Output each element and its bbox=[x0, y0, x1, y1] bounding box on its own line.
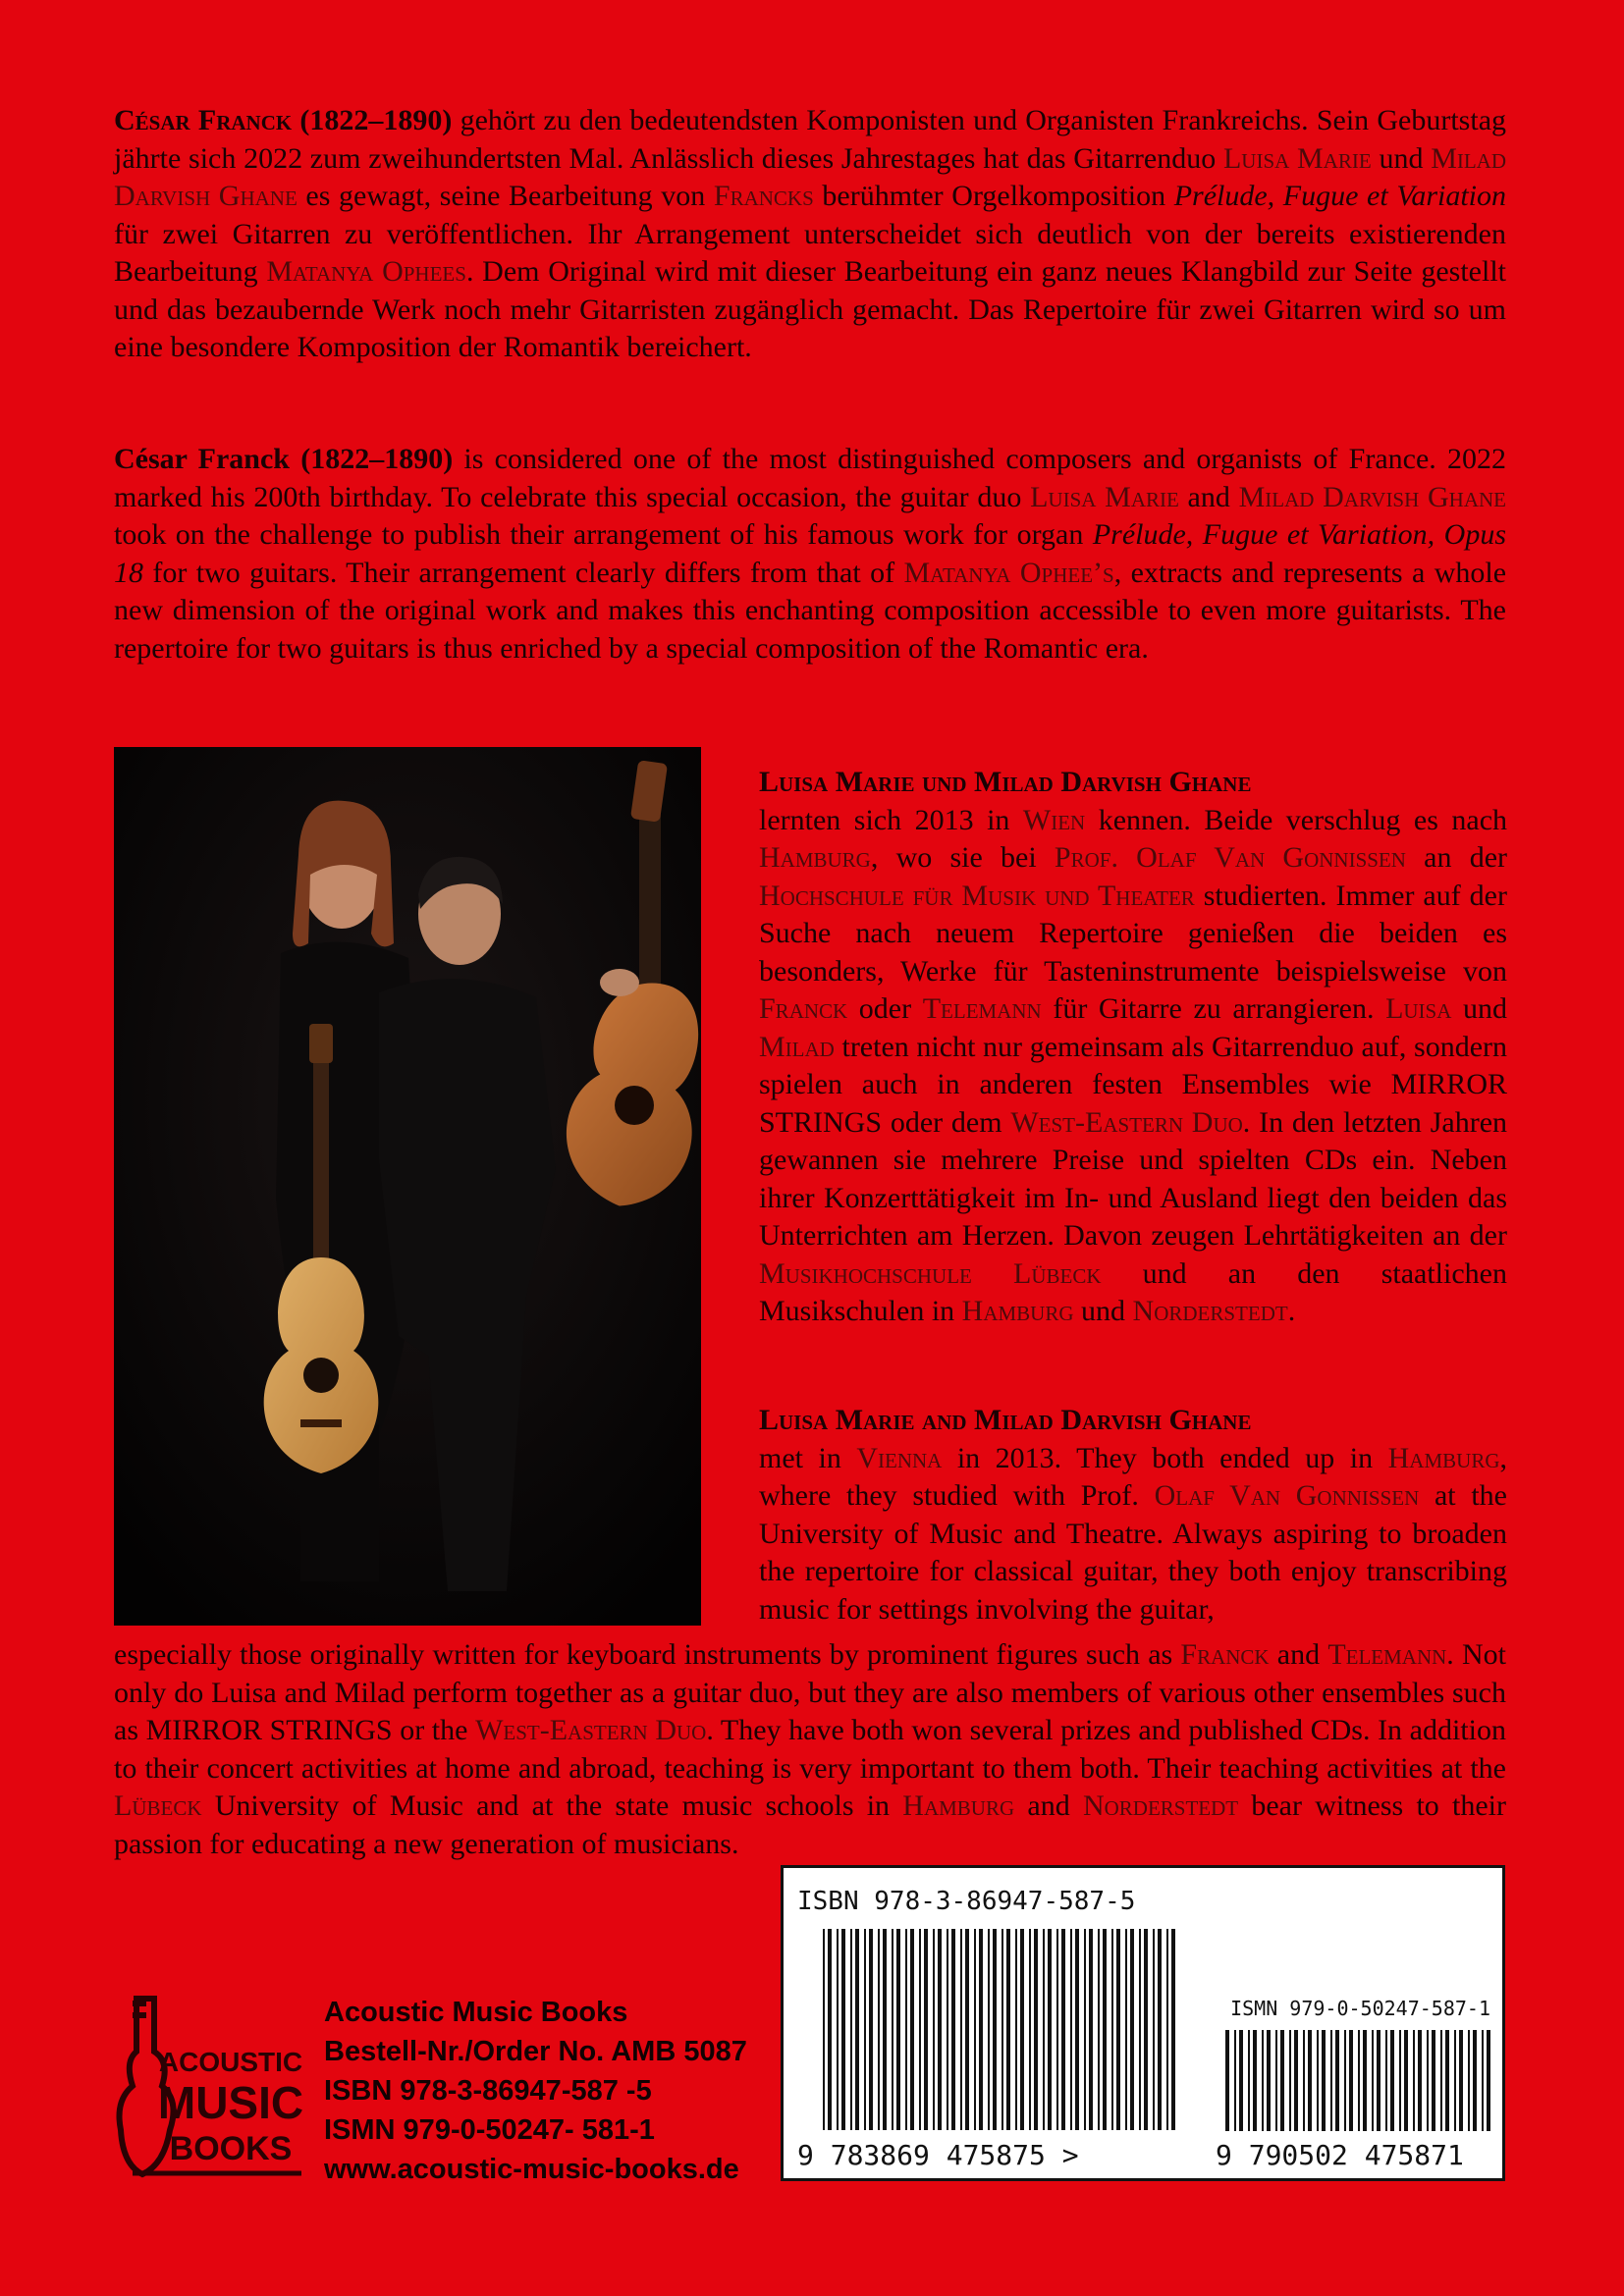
text: berühmter Orgelkomposition bbox=[813, 180, 1174, 212]
text: lernten sich 2013 in bbox=[759, 803, 1023, 836]
text: and bbox=[1178, 480, 1239, 513]
barcode-bar bbox=[1015, 1929, 1017, 2130]
barcode-bar bbox=[1130, 1929, 1134, 2130]
barcode-bar bbox=[1239, 2030, 1243, 2131]
ophee-ref: Matanya Ophees bbox=[266, 255, 466, 288]
franck-name-en: César Franck (1822–1890) bbox=[114, 443, 454, 475]
barcode-bar bbox=[905, 1929, 907, 2130]
franck-ref: Franck bbox=[1180, 1638, 1270, 1671]
school-luebeck: Musikhochschule Lübeck bbox=[759, 1256, 1102, 1290]
barcode-bar bbox=[1070, 1929, 1072, 2130]
barcode-bar bbox=[1034, 1929, 1038, 2130]
bio-heading-english: Luisa Marie and Milad Darvish Ghane bbox=[759, 1404, 1252, 1436]
barcode-bar bbox=[855, 1929, 859, 2130]
barcode-bar bbox=[1098, 1929, 1100, 2130]
barcode-bar bbox=[1294, 2030, 1298, 2131]
place-wien: Wien bbox=[1022, 803, 1086, 836]
barcode-bar bbox=[1139, 1929, 1141, 2130]
barcode-bar bbox=[1029, 1929, 1031, 2130]
text: für Gitarre zu arrangieren. bbox=[1041, 992, 1386, 1025]
barcode-bar bbox=[1006, 1929, 1010, 2130]
text: an der bbox=[1405, 841, 1507, 874]
text: at the University of Music and Theatre. Always aspiring to broaden the repertoire for classical guitar, they both enjoy transcribing music for settings involving the guitar, bbox=[759, 1479, 1507, 1626]
text: . They have both won several prizes and published CDs. In addition to their concert activities at home and abroad, teaching is very important to them both. Their teaching activities at the bbox=[114, 1714, 1506, 1785]
work-title: Prélude, Fugue et Variation, Opus 18 bbox=[114, 518, 1506, 589]
text: in 2013. They both ended up in bbox=[942, 1441, 1388, 1474]
publisher-logo bbox=[115, 1993, 306, 2184]
barcode-bar bbox=[910, 1929, 914, 2130]
isbn-text: ISBN 978-3-86947-587 -5 bbox=[324, 2075, 652, 2107]
barcode-bar bbox=[823, 1929, 825, 2130]
barcode-bar bbox=[974, 1929, 976, 2130]
franck-ref: Francks bbox=[713, 180, 814, 212]
barcode-bar bbox=[1473, 2030, 1477, 2131]
publisher-url: www.acoustic-music-books.de bbox=[324, 2154, 739, 2185]
logo-text-acoustic: ACOUSTIC bbox=[158, 2047, 303, 2077]
isbn-barcode-label: ISBN 978-3-86947-587-5 bbox=[797, 1887, 1136, 1916]
barcode-bar bbox=[1267, 2030, 1271, 2131]
text: and bbox=[1014, 1789, 1083, 1822]
barcode-graphics bbox=[784, 1868, 1502, 2178]
text: und an den staatlichen Musikschulen in bbox=[759, 1256, 1507, 1327]
text: for two guitars. Their arrangement clearly differs from that of bbox=[143, 556, 904, 589]
ismn-text: ISMN 979-0-50247- 581-1 bbox=[324, 2114, 655, 2146]
ismn-barcode-label: ISMN 979-0-50247-587-1 bbox=[1230, 1997, 1490, 2020]
publisher-info bbox=[324, 1993, 747, 2189]
barcode-bar bbox=[933, 1929, 935, 2130]
text: , where they studied with Prof. bbox=[759, 1441, 1507, 1512]
text: treten nicht nur gemeinsam als Gitarrenduo auf, sondern spielen auch in anderen festen Ensembles wie MIRROR STRINGS oder dem bbox=[759, 1030, 1507, 1139]
barcode-bar bbox=[1103, 1929, 1107, 2130]
work-title: Prélude, Fugue et Variation bbox=[1173, 180, 1507, 212]
bio-german bbox=[759, 764, 1507, 1331]
barcode-bar bbox=[979, 1929, 983, 2130]
text: took on the challenge to publish their arrangement of his famous work for organ bbox=[114, 518, 1093, 551]
text: especially those originally written for keyboard instruments by prominent figures such as bbox=[114, 1638, 1181, 1671]
ismn-barcode-digits: 9 790502 475871 bbox=[1216, 2139, 1464, 2171]
duo-name-milad: Milad Darvish Ghane bbox=[114, 141, 1507, 212]
west-eastern-duo: West-Eastern Duo bbox=[475, 1714, 707, 1746]
isbn-barcode-bars bbox=[823, 1929, 1175, 2130]
text: . Dem Original wird mit dieser Bearbeitung ein ganz neues Klangbild zur Seite gestellt und das bezaubernde Werk noch mehr Gitarristen zugänglich gemacht. Das Repertoire für zwei Gitarren wird so um eine besondere Komposition der Romantik bereichert. bbox=[114, 255, 1506, 363]
west-eastern-duo: West-Eastern Duo bbox=[1010, 1105, 1243, 1139]
barcode-bar bbox=[1372, 2030, 1374, 2131]
barcode-bar bbox=[1225, 2030, 1229, 2131]
barcode-bar bbox=[1089, 1929, 1093, 2130]
barcode-bar bbox=[1280, 2030, 1284, 2131]
place-hamburg: Hamburg bbox=[1387, 1441, 1500, 1474]
duo-name-luisa: Luisa Marie bbox=[1222, 141, 1372, 175]
barcode-bar bbox=[1418, 2030, 1422, 2131]
barcode-bar bbox=[1275, 2030, 1277, 2131]
barcode-bar bbox=[1056, 1929, 1058, 2130]
barcode-bar bbox=[1459, 2030, 1463, 2131]
text: met in bbox=[759, 1441, 857, 1474]
bio-english bbox=[759, 1402, 1507, 1629]
barcode-bar bbox=[1432, 2030, 1435, 2131]
luisa-ref: Luisa bbox=[1385, 992, 1452, 1025]
text: . Not only do Luisa and Milad perform together as a guitar duo, but they are also members of various other ensembles such as MIRROR STRINGS or the bbox=[114, 1638, 1506, 1746]
barcode-bar bbox=[947, 1929, 948, 2130]
text: und bbox=[1371, 141, 1432, 175]
barcode-bar bbox=[1125, 1929, 1127, 2130]
barcode-bar bbox=[837, 1929, 839, 2130]
text: bear witness to their passion for educating a new generation of musicians. bbox=[114, 1789, 1506, 1860]
barcode-bar bbox=[828, 1929, 832, 2130]
barcode-bar bbox=[1399, 2030, 1401, 2131]
duo-name-milad: Milad Darvish Ghane bbox=[1238, 480, 1506, 513]
telemann-ref: Telemann bbox=[922, 992, 1042, 1025]
barcode-bar bbox=[1303, 2030, 1305, 2131]
barcode-bar bbox=[1487, 2030, 1490, 2131]
text: oder bbox=[847, 992, 923, 1025]
telemann-ref: Telemann bbox=[1327, 1638, 1447, 1671]
barcode-bar bbox=[1289, 2030, 1291, 2131]
barcode-bar bbox=[1171, 1929, 1175, 2130]
milad-ref: Milad bbox=[759, 1030, 835, 1063]
barcode-bar bbox=[1043, 1929, 1045, 2130]
text: kennen. Beide verschlug es nach bbox=[1085, 803, 1508, 836]
text: studierten. Immer auf der Suche nach neuem Repertoire genießen die beiden es besonders, Werke für Tasteninstrumente beispielsweise von bbox=[759, 879, 1507, 988]
barcode-bar bbox=[1048, 1929, 1052, 2130]
barcode-bar bbox=[1330, 2030, 1332, 2131]
barcode-bar bbox=[1427, 2030, 1429, 2131]
barcode-bar bbox=[1262, 2030, 1264, 2131]
barcode-bar bbox=[896, 1929, 900, 2130]
text: , extracts and represents a whole new dimension of the original work and makes this enchanting composition accessible to even more guitarists. The repertoire for two guitars is thus enriched by a special composition of the Romantic era. bbox=[114, 556, 1507, 665]
barcode-bar bbox=[1001, 1929, 1003, 2130]
text: , wo sie bei bbox=[870, 841, 1055, 874]
order-number: Bestell-Nr./Order No. AMB 5087 bbox=[324, 2036, 747, 2067]
barcode-bar bbox=[1322, 2030, 1326, 2131]
school-name: Hochschule für Musik und Theater bbox=[759, 879, 1195, 912]
barcode-bar bbox=[878, 1929, 880, 2130]
barcode-bar bbox=[938, 1929, 942, 2130]
barcode-bar bbox=[1454, 2030, 1456, 2131]
text: and bbox=[1269, 1638, 1328, 1671]
barcode-bar bbox=[869, 1929, 873, 2130]
barcode-bar bbox=[1349, 2030, 1353, 2131]
bio-heading-german: Luisa Marie und Milad Darvish Ghane bbox=[759, 766, 1252, 798]
barcode-bar bbox=[1248, 2030, 1250, 2131]
intro-english bbox=[114, 441, 1506, 667]
barcode-bar bbox=[883, 1929, 887, 2130]
barcode-bar bbox=[1158, 1929, 1162, 2130]
barcode-bar bbox=[1308, 2030, 1312, 2131]
duo-photo bbox=[114, 747, 701, 1626]
duo-photo-illustration bbox=[114, 747, 701, 1626]
barcode-bar bbox=[1084, 1929, 1086, 2130]
barcode-bar bbox=[965, 1929, 969, 2130]
barcode-bar bbox=[1153, 1929, 1155, 2130]
barcode-bar bbox=[1404, 2030, 1408, 2131]
barcode-bar bbox=[1020, 1929, 1024, 2130]
barcode-bar bbox=[1111, 1929, 1113, 2130]
bio-english-continued bbox=[114, 1636, 1506, 1863]
barcode-bar bbox=[1440, 2030, 1442, 2131]
place-hamburg: Hamburg bbox=[902, 1789, 1015, 1822]
franck-name: César Franck bbox=[114, 104, 293, 136]
barcode-bar bbox=[1468, 2030, 1470, 2131]
barcode-bar bbox=[1075, 1929, 1079, 2130]
barcode-bar bbox=[1116, 1929, 1120, 2130]
teacher-name: Olaf Van Gonnissen bbox=[1154, 1479, 1420, 1512]
text: is considered one of the most distinguished composers and organists of France. 2022 marked his 200th birthday. To celebrate this special occasion, the guitar duo bbox=[114, 443, 1507, 513]
franck-ref: Franck bbox=[759, 992, 848, 1025]
text: für zwei Gitarren zu veröffentlichen. Ihr Arrangement unterscheidet sich deutlich von der bereits existierenden Bearbeitung bbox=[114, 217, 1506, 288]
barcode-bar bbox=[1166, 1929, 1168, 2130]
barcode-panel bbox=[781, 1865, 1505, 2181]
barcode-bar bbox=[1234, 2030, 1236, 2131]
duo-name-luisa: Luisa Marie bbox=[1030, 480, 1179, 513]
barcode-bar bbox=[1335, 2030, 1339, 2131]
barcode-bar bbox=[1390, 2030, 1394, 2131]
logo-text-books: BOOKS bbox=[169, 2130, 293, 2167]
isbn-barcode-digits: 9 783869 475875 > bbox=[797, 2139, 1079, 2171]
place-vienna: Vienna bbox=[856, 1441, 943, 1474]
barcode-bar bbox=[850, 1929, 852, 2130]
barcode-bar bbox=[1317, 2030, 1319, 2131]
barcode-bar bbox=[988, 1929, 990, 2130]
place-luebeck: Lübeck bbox=[114, 1789, 202, 1822]
barcode-bar bbox=[864, 1929, 866, 2130]
barcode-bar bbox=[1358, 2030, 1360, 2131]
barcode-bar bbox=[1144, 1929, 1148, 2130]
barcode-bar bbox=[1445, 2030, 1449, 2131]
text: . In den letzten Jahren gewannen sie mehrere Preise und spielten CDs ein. Neben ihrer Konzerttätigkeit im In- und Ausland liegt den beiden das Unterrichten am Herzen. Davon zeugen Lehrtätigkeiten an der bbox=[759, 1105, 1508, 1252]
barcode-bar bbox=[1253, 2030, 1257, 2131]
intro-german bbox=[114, 102, 1506, 367]
ophee-ref: Matanya Ophee’s bbox=[903, 556, 1114, 589]
barcode-bar bbox=[919, 1929, 921, 2130]
barcode-bar bbox=[1482, 2030, 1484, 2131]
text: University of Music and at the state music schools in bbox=[201, 1789, 903, 1822]
place-hamburg: Hamburg bbox=[961, 1295, 1074, 1327]
place-norderstedt: Norderstedt bbox=[1132, 1295, 1288, 1327]
barcode-bar bbox=[892, 1929, 893, 2130]
ismn-barcode-bars bbox=[1225, 2030, 1490, 2131]
barcode-bar bbox=[960, 1929, 962, 2130]
text: . bbox=[1287, 1295, 1296, 1327]
place-hamburg: Hamburg bbox=[759, 841, 871, 874]
barcode-bar bbox=[1061, 1929, 1065, 2130]
place-norderstedt: Norderstedt bbox=[1082, 1789, 1239, 1822]
text: gehört zu den bedeutendsten Komponisten und Organisten Frankreichs. Sein Geburtstag jährte sich 2022 zum zweihundertsten Mal. Anlässlich dieses Jahrestages hat das Gitarrenduo bbox=[114, 104, 1507, 175]
barcode-bar bbox=[951, 1929, 955, 2130]
publisher-name: Acoustic Music Books bbox=[324, 1997, 628, 2028]
barcode-bar bbox=[1377, 2030, 1380, 2131]
logo-text-music: MUSIC bbox=[157, 2077, 304, 2128]
barcode-bar bbox=[1413, 2030, 1415, 2131]
text: und bbox=[1451, 992, 1508, 1025]
franck-dates: (1822–1890) bbox=[299, 104, 453, 136]
barcode-bar bbox=[841, 1929, 845, 2130]
barcode-bar bbox=[924, 1929, 928, 2130]
text: es gewagt, seine Bearbeitung von bbox=[297, 180, 714, 212]
barcode-bar bbox=[1363, 2030, 1367, 2131]
text: und bbox=[1073, 1295, 1133, 1327]
barcode-bar bbox=[993, 1929, 997, 2130]
teacher-name: Prof. Olaf Van Gonnissen bbox=[1054, 841, 1406, 874]
barcode-bar bbox=[1385, 2030, 1387, 2131]
guitar-logo-icon bbox=[115, 1993, 306, 2179]
barcode-bar bbox=[1344, 2030, 1346, 2131]
